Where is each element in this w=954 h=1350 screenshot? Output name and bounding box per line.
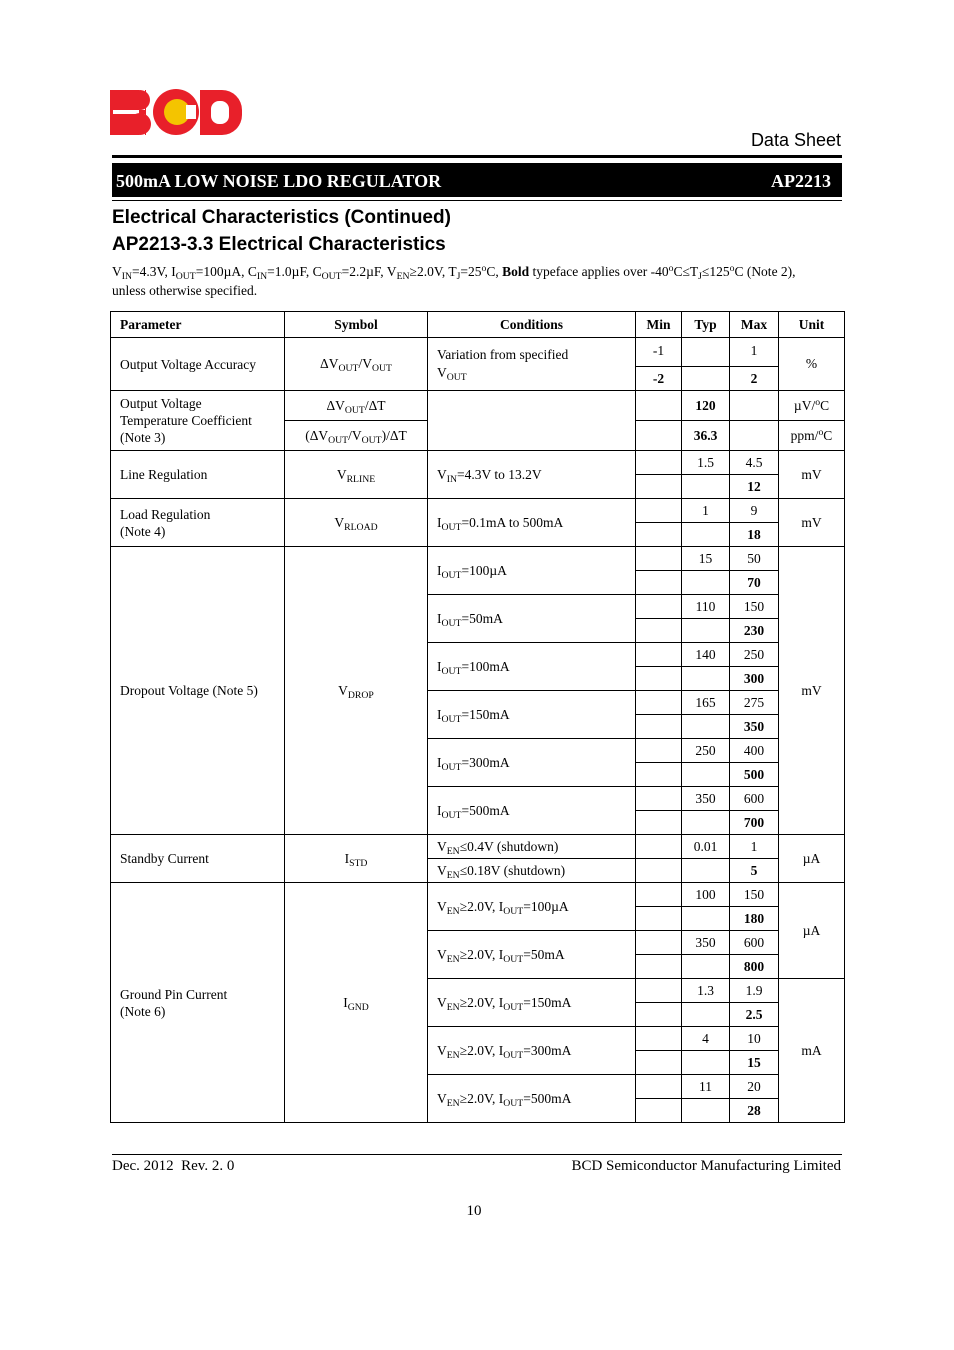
min-cell (636, 475, 682, 499)
typ-cell: 15 (682, 547, 730, 571)
conditions-cell (428, 391, 636, 451)
min-cell (636, 451, 682, 475)
max-cell (730, 391, 779, 421)
min-cell (636, 547, 682, 571)
symbol-cell: $(\Delta V_{OUT}/V_{OUT})/\Delta T$ (285, 421, 428, 451)
typ-cell: 350 (682, 931, 730, 955)
typ-cell (682, 955, 730, 979)
min-cell (636, 571, 682, 595)
col-typ: Typ (682, 312, 730, 338)
min-cell (636, 787, 682, 811)
conditions-cell: $I_{OUT}=500mA$ (428, 787, 636, 835)
table-row (111, 883, 845, 907)
typ-cell: 350 (682, 787, 730, 811)
conditions-cell: $I_{OUT}=100\mu A$ (428, 547, 636, 595)
conditions-cell: Variation from specified $V_{OUT}$ (428, 338, 636, 391)
min-cell (636, 739, 682, 763)
col-min: Min (636, 312, 682, 338)
conditions-cell: $V_{EN}\le 0.18V$ (shutdown) (428, 859, 636, 883)
typ-cell: 165 (682, 691, 730, 715)
min-cell (636, 811, 682, 835)
unit-cell: mV (779, 499, 845, 547)
symbol-cell: $\Delta V_{OUT}/\Delta T$ (285, 391, 428, 421)
conditions-cell: $I_{OUT}=50mA$ (428, 595, 636, 643)
test-conditions-tail: unless otherwise specified. (112, 283, 258, 298)
min-cell: -1 (636, 338, 682, 367)
min-cell (636, 1075, 682, 1099)
max-cell: 275 (730, 691, 779, 715)
company-name: BCD Semiconductor Manufacturing Limited (571, 1158, 841, 1174)
min-cell (636, 1027, 682, 1051)
min-cell (636, 1099, 682, 1123)
min-cell (636, 391, 682, 421)
min-cell (636, 835, 682, 859)
table-row (111, 499, 845, 523)
section-subheading: AP2213-3.3 Electrical Characteristics (112, 234, 446, 255)
min-cell (636, 979, 682, 1003)
symbol-cell: $I_{GND}$ (285, 883, 428, 1123)
typ-cell: 1 (682, 499, 730, 523)
bold-word: Bold (502, 264, 530, 279)
typ-cell: 36.3 (682, 421, 730, 451)
conditions-cell: $V_{EN}\ge 2.0V$, $I_{OUT}=100\mu A$ (428, 883, 636, 931)
typ-cell (682, 523, 730, 547)
typ-cell (682, 619, 730, 643)
max-cell: 1 (730, 835, 779, 859)
param-cell: Line Regulation (111, 451, 285, 499)
param-cell: Ground Pin Current (Note 6) (111, 883, 285, 1123)
max-cell: 230 (730, 619, 779, 643)
min-cell (636, 421, 682, 451)
symbol-cell: $I_{STD}$ (285, 835, 428, 883)
table-row (111, 391, 845, 421)
max-cell: 600 (730, 931, 779, 955)
conditions-cell: $V_{EN}\ge 2.0V$, $I_{OUT}=50mA$ (428, 931, 636, 979)
unit-cell: % (779, 338, 845, 391)
footer-rule (112, 1154, 842, 1155)
unit-cell: mV (779, 451, 845, 499)
min-cell (636, 619, 682, 643)
min-cell (636, 595, 682, 619)
max-cell: 350 (730, 715, 779, 739)
max-cell: 15 (730, 1051, 779, 1075)
unit-cell: ppm/$^o$C (779, 421, 845, 451)
max-cell: 10 (730, 1027, 779, 1051)
param-cell: Output Voltage Accuracy (111, 338, 285, 391)
min-cell (636, 883, 682, 907)
typ-cell: 110 (682, 595, 730, 619)
typ-cell (682, 367, 730, 391)
min-cell (636, 1051, 682, 1075)
typ-cell: 11 (682, 1075, 730, 1099)
param-cell: Output Voltage Temperature Coefficient (Note 3) (111, 391, 285, 451)
table-row (111, 451, 845, 475)
param-cell: Standby Current (111, 835, 285, 883)
typ-cell: 100 (682, 883, 730, 907)
min-cell (636, 667, 682, 691)
table-row (111, 547, 845, 571)
max-cell: 600 (730, 787, 779, 811)
unit-cell: µA (779, 835, 845, 883)
conditions-cell: $V_{EN}\ge 2.0V$, $I_{OUT}=150mA$ (428, 979, 636, 1027)
min-cell (636, 643, 682, 667)
param-cell: Dropout Voltage (Note 5) (111, 547, 285, 835)
max-cell: 2 (730, 367, 779, 391)
max-cell: 150 (730, 883, 779, 907)
conditions-cell: $I_{OUT}=300mA$ (428, 739, 636, 787)
min-cell (636, 499, 682, 523)
typ-cell (682, 1099, 730, 1123)
max-cell: 300 (730, 667, 779, 691)
typ-cell: 140 (682, 643, 730, 667)
test-conditions: $V_{IN}=4.3V$, $I_{OUT}=100\mu A$, $C_{IN}=1.0\mu F$, $C_{OUT}=2.2\mu F$, $V_{EN}\ge 2.0V$, $T_J=25^oC$, Bold typeface applies over $-40^oC\le T_J\le 125^oC$ (Note 2), unless otherwise specified. (112, 263, 796, 298)
typ-cell (682, 763, 730, 787)
max-cell: 20 (730, 1075, 779, 1099)
max-cell: 5 (730, 859, 779, 883)
table-header-row (111, 312, 845, 338)
max-cell: 4.5 (730, 451, 779, 475)
typ-cell (682, 338, 730, 367)
typ-cell (682, 1003, 730, 1027)
conditions-cell: $V_{EN}\ge 2.0V$, $I_{OUT}=300mA$ (428, 1027, 636, 1075)
title-bar (112, 163, 842, 197)
product-title: 500mA LOW NOISE LDO REGULATOR (116, 171, 442, 191)
table-row (111, 338, 845, 367)
symbol-cell: $V_{DROP}$ (285, 547, 428, 835)
param-cell: Load Regulation (Note 4) (111, 499, 285, 547)
min-cell (636, 1003, 682, 1027)
typ-cell: 4 (682, 1027, 730, 1051)
unit-cell: µV/$^o$C (779, 391, 845, 421)
typ-cell: 1.5 (682, 451, 730, 475)
conditions-cell: $I_{OUT}=150mA$ (428, 691, 636, 739)
col-unit: Unit (779, 312, 845, 338)
typ-cell (682, 475, 730, 499)
conditions-cell: $I_{OUT}=0.1mA$ to 500mA (428, 499, 636, 547)
max-cell: 70 (730, 571, 779, 595)
conditions-cell: $V_{EN}\ge 2.0V$, $I_{OUT}=500mA$ (428, 1075, 636, 1123)
doc-type-label: Data Sheet (750, 130, 841, 150)
col-symbol: Symbol (285, 312, 428, 338)
unit-cell: µA (779, 883, 845, 979)
unit-cell: mA (779, 979, 845, 1123)
min-cell (636, 955, 682, 979)
max-cell (730, 421, 779, 451)
max-cell: 700 (730, 811, 779, 835)
typ-cell (682, 571, 730, 595)
typ-cell: 120 (682, 391, 730, 421)
min-cell (636, 523, 682, 547)
typ-cell (682, 811, 730, 835)
max-cell: 12 (730, 475, 779, 499)
max-cell: 50 (730, 547, 779, 571)
header-rule (112, 155, 842, 158)
min-cell (636, 907, 682, 931)
typ-cell (682, 715, 730, 739)
typ-cell: 1.3 (682, 979, 730, 1003)
min-cell (636, 859, 682, 883)
max-cell: 400 (730, 739, 779, 763)
max-cell: 1.9 (730, 979, 779, 1003)
col-max: Max (730, 312, 779, 338)
typ-cell: 0.01 (682, 835, 730, 859)
table-row (111, 835, 845, 859)
conditions-cell: $V_{IN}=4.3V$ to 13.2V (428, 451, 636, 499)
symbol-cell: $\Delta V_{OUT}/V_{OUT}$ (285, 338, 428, 391)
max-cell: 800 (730, 955, 779, 979)
typ-cell: 250 (682, 739, 730, 763)
typ-cell (682, 667, 730, 691)
min-cell (636, 931, 682, 955)
max-cell: 1 (730, 338, 779, 367)
min-cell (636, 715, 682, 739)
part-number: AP2213 (771, 171, 831, 191)
page-number: 10 (466, 1203, 482, 1219)
typ-cell (682, 1051, 730, 1075)
section-heading: Electrical Characteristics (Continued) (112, 207, 451, 228)
col-parameter: Parameter (111, 312, 285, 338)
max-cell: 28 (730, 1099, 779, 1123)
title-rule (112, 200, 842, 201)
max-cell: 500 (730, 763, 779, 787)
max-cell: 9 (730, 499, 779, 523)
max-cell: 18 (730, 523, 779, 547)
conditions-cell: $I_{OUT}=100mA$ (428, 643, 636, 691)
revision-date: Dec. 2012 Rev. 2. 0 (112, 1158, 235, 1174)
min-cell (636, 691, 682, 715)
min-cell: -2 (636, 367, 682, 391)
min-cell (636, 763, 682, 787)
max-cell: 180 (730, 907, 779, 931)
symbol-cell: $V_{RLINE}$ (285, 451, 428, 499)
unit-cell: mV (779, 547, 845, 835)
bcd-logo (110, 88, 242, 138)
max-cell: 2.5 (730, 1003, 779, 1027)
col-conditions: Conditions (428, 312, 636, 338)
max-cell: 150 (730, 595, 779, 619)
typ-cell (682, 907, 730, 931)
conditions-cell: $V_{EN}\le 0.4V$ (shutdown) (428, 835, 636, 859)
typ-cell (682, 859, 730, 883)
max-cell: 250 (730, 643, 779, 667)
symbol-cell: $V_{RLOAD}$ (285, 499, 428, 547)
electrical-characteristics-table (110, 311, 845, 1123)
